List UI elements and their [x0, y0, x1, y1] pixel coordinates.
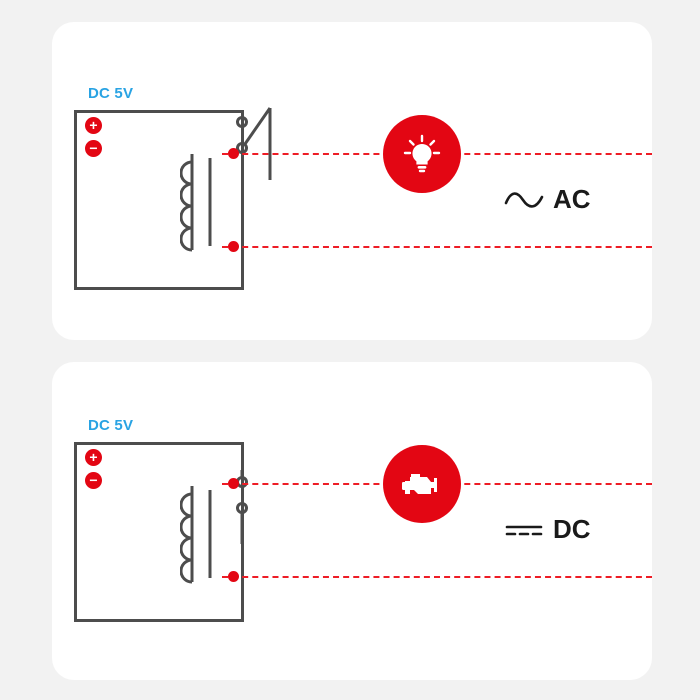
relay-enclosure-ac	[74, 110, 244, 290]
dc-dashes-icon	[504, 520, 544, 540]
lightbulb-icon	[383, 115, 461, 193]
minus-terminal-ac: −	[85, 140, 102, 157]
signal-label-ac: AC	[553, 184, 591, 214]
relay-coil-ac	[180, 152, 218, 252]
dc-panel	[52, 362, 652, 680]
signal-label-dc-group	[504, 514, 591, 545]
output-wire-bottom-ac	[222, 246, 652, 248]
ac-panel	[52, 22, 652, 340]
node-dot-top-ac	[228, 148, 239, 159]
supply-label-ac: DC 5V	[88, 85, 134, 102]
plus-terminal-dc: +	[85, 449, 102, 466]
relay-contacts-ac	[224, 82, 284, 212]
supply-label-dc: DC 5V	[88, 417, 134, 434]
relay-enclosure-dc	[74, 442, 244, 622]
sine-wave-icon	[504, 190, 544, 210]
relay-ac-card	[52, 22, 652, 340]
signal-label-dc: DC	[553, 514, 591, 544]
signal-label-ac-group	[504, 184, 591, 215]
output-wire-bottom-dc	[222, 576, 652, 578]
minus-terminal-dc: −	[85, 472, 102, 489]
relay-coil-dc	[180, 484, 218, 584]
node-dot-bottom-dc	[228, 571, 239, 582]
plus-terminal-ac: +	[85, 117, 102, 134]
engine-icon	[383, 445, 461, 523]
relay-dc-card	[52, 362, 652, 680]
node-dot-bottom-ac	[228, 241, 239, 252]
node-dot-top-dc	[228, 478, 239, 489]
